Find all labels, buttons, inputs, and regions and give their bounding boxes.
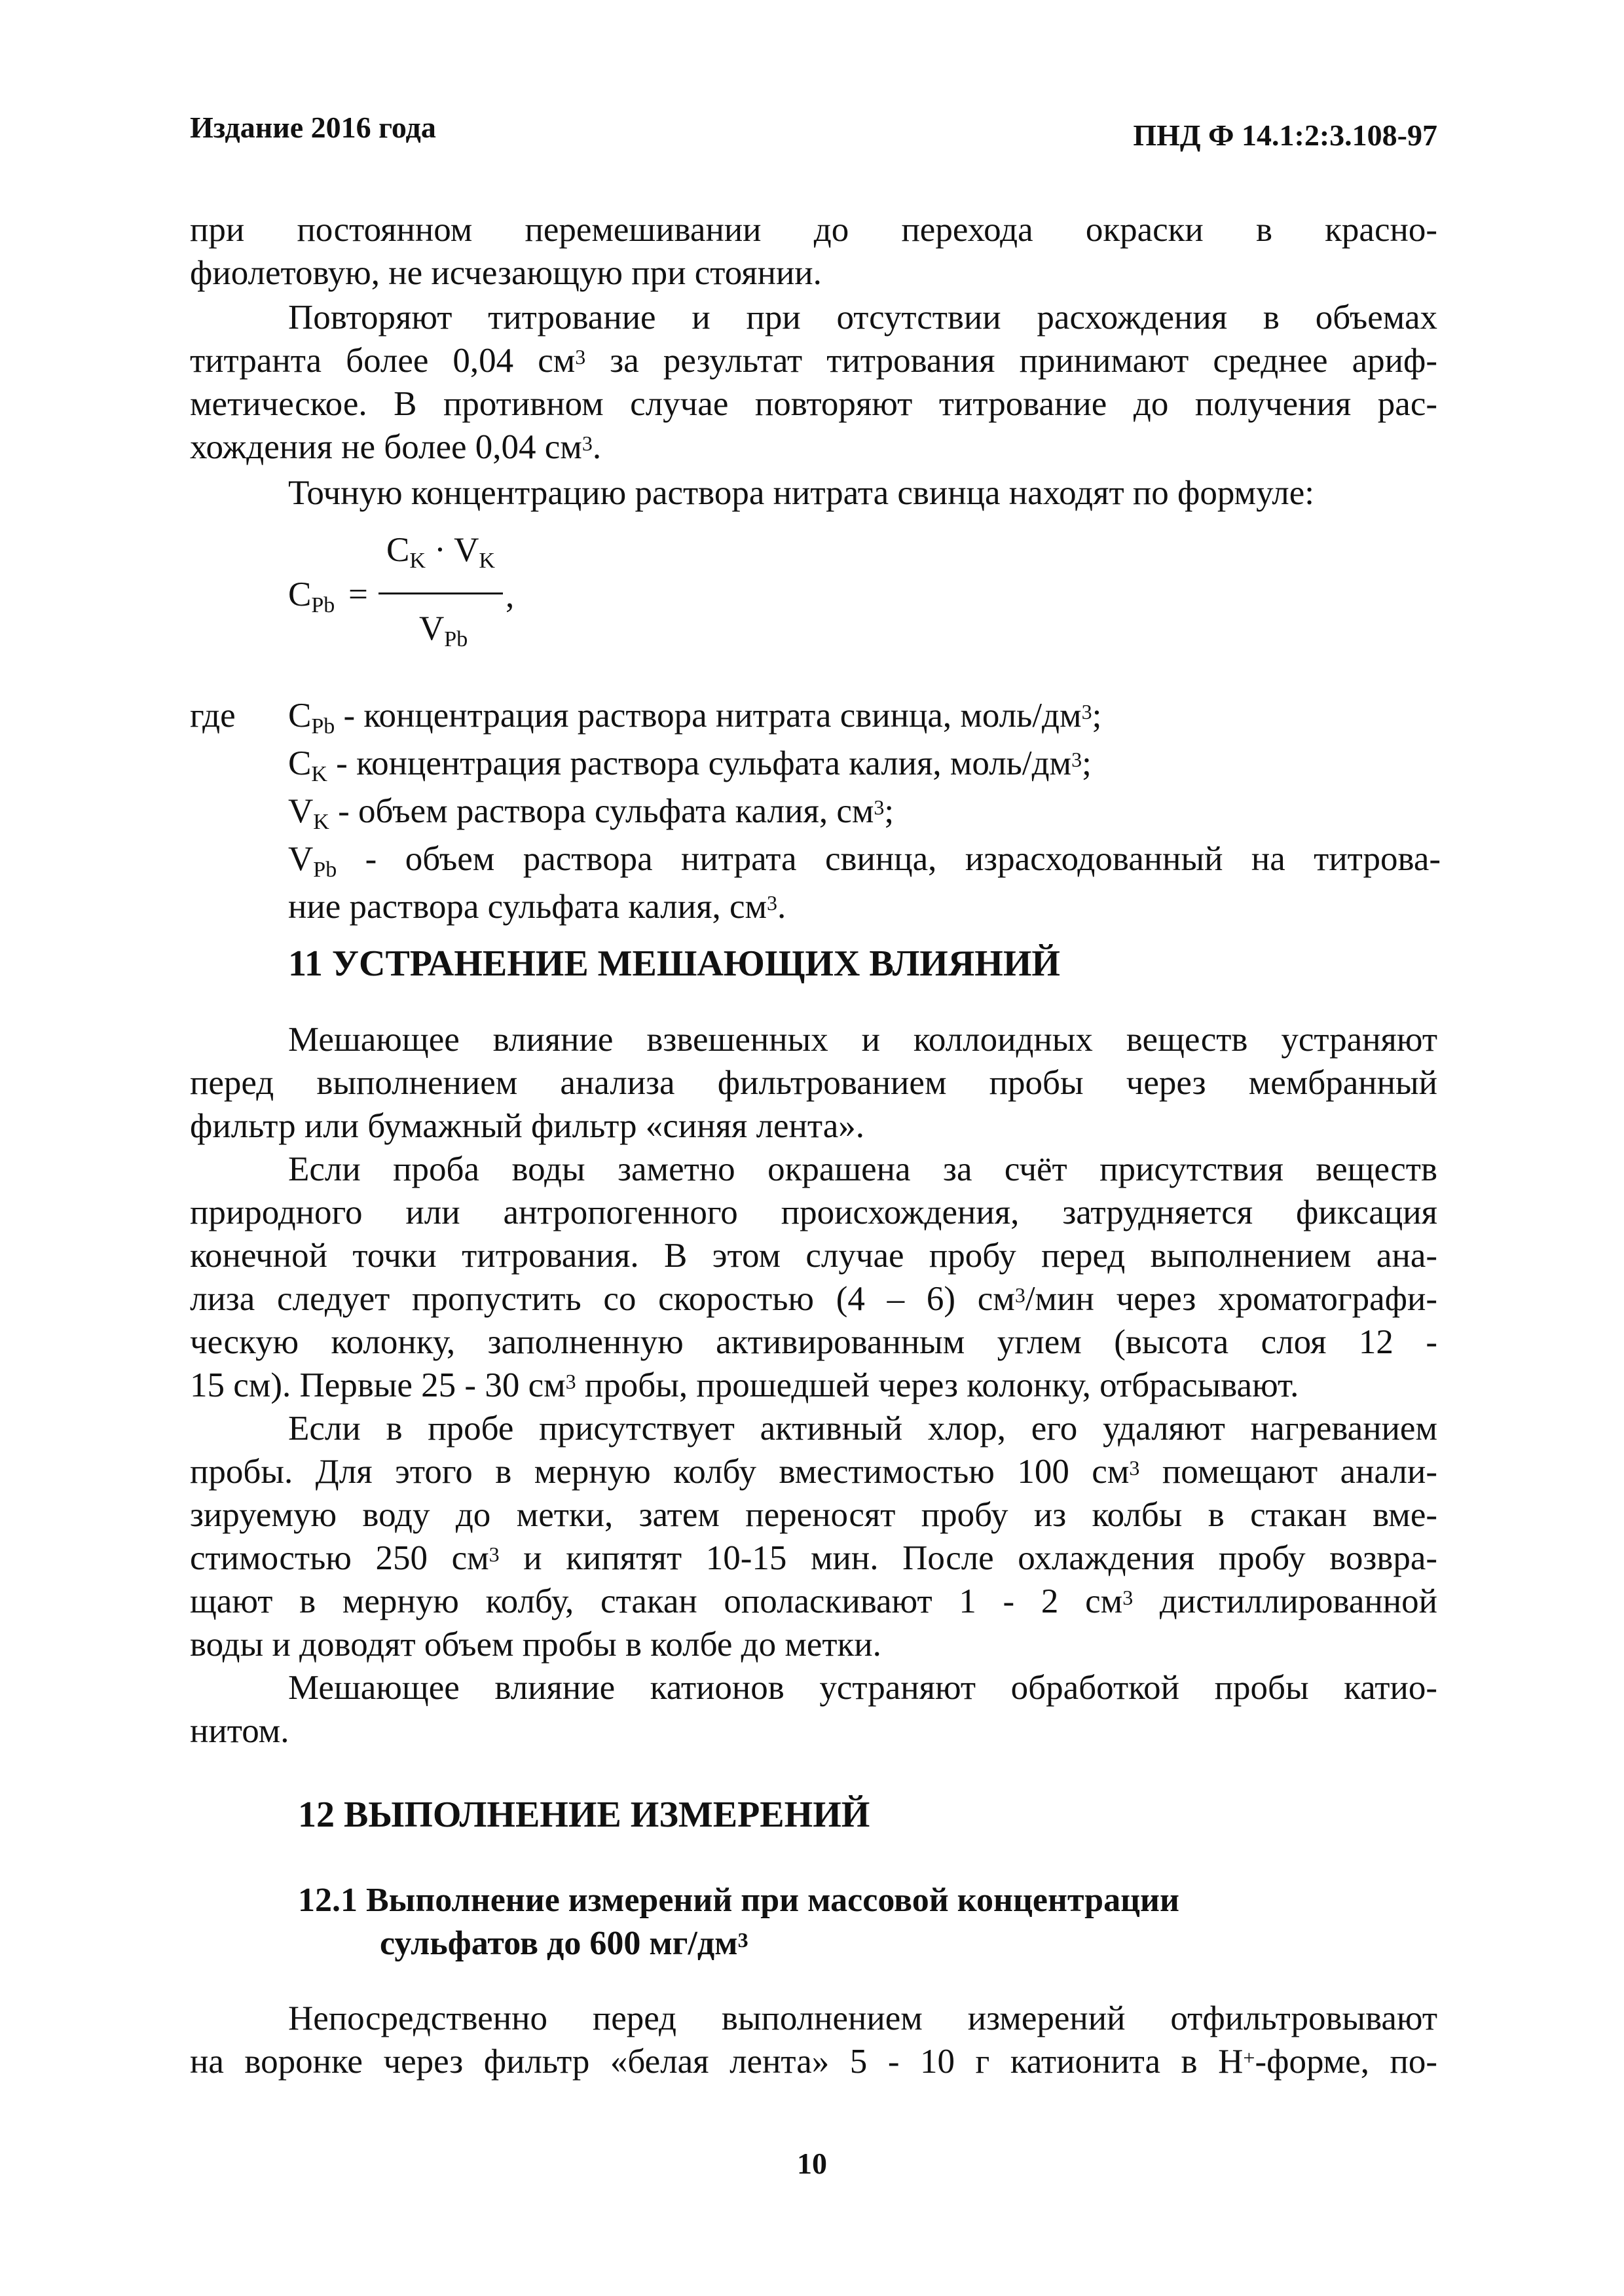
subsection-12-1-heading — [298, 1879, 1411, 1965]
section-11-body — [190, 1018, 1437, 1753]
text-line: воды и доводят объем пробы в колбе до метки. — [190, 1626, 881, 1664]
intro-paragraph-3: Точную концентрацию раствора нитрата свинца находят по формуле: — [288, 474, 1314, 512]
section-11-heading: 11 УСТРАНЕНИЕ МЕШАЮЩИХ ВЛИЯНИЙ — [288, 943, 1060, 984]
document-code: ПНД Ф 14.1:2:3.108-97 — [1133, 118, 1437, 152]
section-12-heading: 12 ВЫПОЛНЕНИЕ ИЗМЕРЕНИЙ — [298, 1795, 870, 1835]
text-line: фильтр или бумажный фильтр «синяя лента». — [190, 1107, 864, 1145]
text-line: зируемую воду до метки, затем переносят пробу из колбы в стакан вме- — [190, 1496, 1437, 1534]
text-line: на воронке через фильтр «белая лента» 5 - 10 г катионита в H+-форме, по- — [190, 2043, 1438, 2081]
edition-label: Издание 2016 года — [190, 111, 436, 144]
text-line: 15 см). Первые 25 - 30 $см^3$ пробы, прошедшей через колонку, отбрасывают. — [190, 1366, 1299, 1404]
section-12-body — [190, 1997, 1437, 2083]
text-line: метическое. В противном случае повторяют титрование до получения рас- — [190, 385, 1437, 423]
page-number: 10 — [797, 2147, 827, 2180]
formula-comma: , — [506, 577, 515, 615]
text-line: Мешающее влияние катионов устраняют обработкой пробы катио- — [288, 1669, 1437, 1707]
text-line: Если проба воды заметно окрашена за счёт присутствия веществ — [288, 1150, 1437, 1188]
intro-paragraph-1 — [190, 208, 1437, 295]
text-line: Если в пробе присутствует активный хлор, его удаляют нагреванием — [288, 1410, 1437, 1448]
heading-line: 12.1 Выполнение измерений при массовой концентрации — [298, 1882, 1179, 1919]
text-line: лиза следует пропустить со скоростью (4 – 6) $см^3$/мин через хроматографи- — [190, 1280, 1437, 1318]
text-line: пробы. Для этого в мерную колбу вместимостью 100 $см^3$ помещают анали- — [190, 1453, 1437, 1491]
formula — [288, 524, 616, 668]
definitions-list — [288, 694, 1441, 928]
intro-paragraph-2 — [190, 296, 1437, 469]
text-line: при постоянном перемешивании до перехода окраски в красно- — [190, 211, 1437, 249]
formula-numerator: $C_K \cdot V_K$ — [386, 531, 495, 573]
text-line: титранта более 0,04 $см^3$ за результат титрования принимают среднее ариф- — [190, 342, 1437, 380]
text-line: перед выполнением анализа фильтрованием пробы через мембранный — [190, 1064, 1437, 1102]
text-line: ческую колонку, заполненную активированным углем (высота слоя 12 - — [190, 1323, 1437, 1361]
definition-item: $C_K$ - концентрация раствора сульфата калия, моль/$дм^3$; — [288, 744, 1092, 786]
text-line: нитом. — [190, 1712, 289, 1750]
text-line: природного или антропогенного происхождения, затрудняется фиксация — [190, 1194, 1437, 1231]
text-line: конечной точки титрования. В этом случае пробу перед выполнением ана- — [190, 1237, 1437, 1275]
fraction-bar — [378, 592, 503, 594]
heading-line: сульфатов до 600 $мг/дм^3$ — [380, 1925, 748, 1962]
where-label: где — [190, 697, 236, 735]
definition-item: $V_K$ - объем раствора сульфата калия, $см^3$; — [288, 792, 895, 834]
text-line: Мешающее влияние взвешенных и коллоидных веществ устраняют — [288, 1021, 1437, 1059]
text-line: щают в мерную колбу, стакан ополаскивают 1 - 2 $см^3$ дистиллированной — [190, 1582, 1437, 1620]
text-line: хождения не более 0,04 $см^3$. — [190, 428, 602, 466]
definition-item: $V_{Pb}$ - объем раствора нитрата свинца, израсходованный на титрова- — [288, 840, 1441, 882]
formula-lhs: $C_{Pb}$ — [288, 575, 335, 617]
formula-equals: = — [348, 575, 368, 613]
definition-item: $C_{Pb}$ - концентрация раствора нитрата свинца, моль/$дм^3$; — [288, 697, 1102, 738]
text-line: Непосредственно перед выполнением измерений отфильтровывают — [288, 1999, 1437, 2037]
definition-item-continued: ние раствора сульфата калия, $см^3$. — [288, 888, 786, 926]
formula-denominator: $V_{Pb}$ — [419, 610, 468, 651]
text-line: Повторяют титрование и при отсутствии расхождения в объемах — [288, 299, 1437, 337]
text-line: стимостью 250 $см^3$ и кипятят 10-15 мин. После охлаждения пробу возвра- — [190, 1539, 1438, 1577]
text-line: фиолетовую, не исчезающую при стоянии. — [190, 254, 822, 292]
